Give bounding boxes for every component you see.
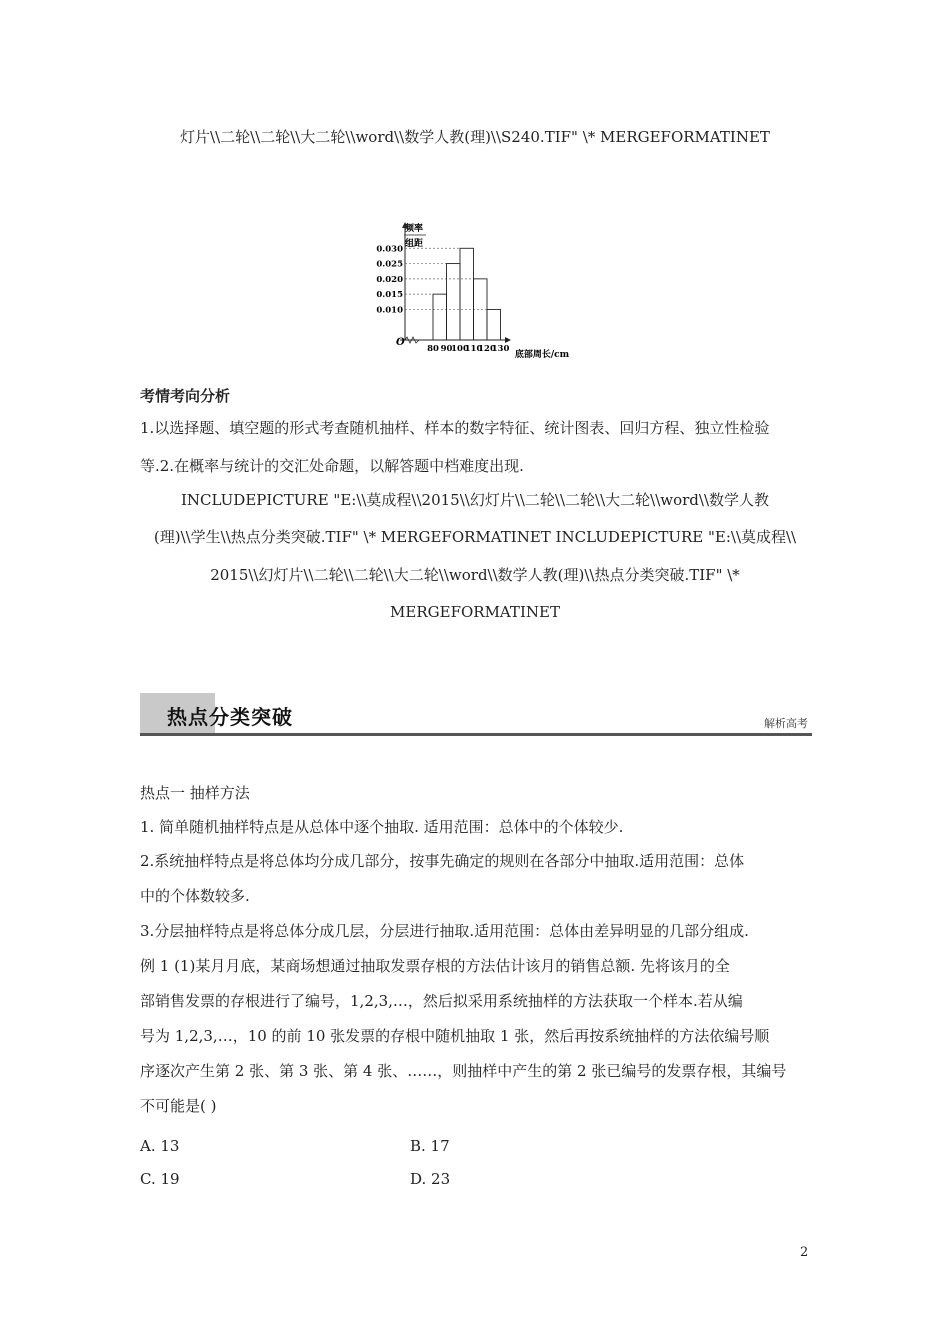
histogram-bar-4 [487,309,501,340]
banner-right-label: 解析高考 [764,717,808,730]
x-tick-label-5: 130 [491,344,510,354]
example-line-5: 不可能是( ) [140,1097,217,1115]
banner-title: 热点分类突破 [167,705,293,729]
chart-origin-label: O [396,337,405,348]
chart-ylabel-bottom: 组距 [404,239,424,249]
histogram-bar-1 [447,264,461,340]
x-tick-label-0: 80 [427,344,439,354]
include-line-3: 2015\\幻灯片\\二轮\\二轮\\大二轮\\word\\数学人教(理)\\热点分类突破.TIF" \* [210,566,740,584]
histogram-chart [372,215,582,365]
histogram-bar-3 [474,279,488,340]
y-tick-label-4: 0.010 [376,305,403,316]
example-line-4: 序逐次产生第 2 张、第 3 张、第 4 张、……，则抽样中产生的第 2 张已编号的发票存根，其编号 [140,1062,787,1080]
x-tick-label-2: 100 [451,344,469,354]
include-line-1: INCLUDEPICTURE "E:\\莫成程\\2015\\幻灯片\\二轮\\二轮\\大二轮\\word\\数学人教 [180,491,770,509]
option-b: B. 17 [410,1137,450,1155]
histogram-bar-2 [460,248,474,340]
include-line-4: MERGEFORMATINET [390,603,560,621]
body-line-3: 中的个体数较多. [140,887,250,905]
option-d: D. 23 [410,1170,451,1188]
y-tick-label-0: 0.030 [376,244,403,255]
chart-ylabel-top: 频率 [404,224,424,234]
example-line-3: 号为 1,2,3,…，10 的前 10 张发票的存根中随机抽取 1 张，然后再按系统抽样的方法依编号顺 [140,1027,770,1045]
hotspot-heading: 热点一 抽样方法 [140,784,250,802]
x-tick-label-1: 90 [440,344,453,354]
y-tick-label-2: 0.020 [376,274,403,285]
header-path: 灯片\\二轮\\二轮\\大二轮\\word\\数学人教(理)\\S240.TIF" \* MERGEFORMATINET [180,128,770,146]
body-line-4: 3.分层抽样特点是将总体分成几层，分层进行抽取.适用范围：总体由差异明显的几部分组成. [140,922,749,940]
body-line-2: 2.系统抽样特点是将总体均分成几部分，按事先确定的规则在各部分中抽取.适用范围：总体 [140,852,745,870]
option-a: A. 13 [140,1137,180,1155]
option-c: C. 19 [140,1170,180,1188]
x-tick-label-3: 110 [464,344,483,354]
y-tick-label-3: 0.015 [376,290,403,301]
x-tick-label-4: 120 [478,344,496,354]
banner-rule [140,733,812,736]
y-tick-label-1: 0.025 [376,259,403,270]
analysis-line-2: 等.2.在概率与统计的交汇处命题，以解答题中档难度出现. [140,457,524,475]
example-line-2: 部销售发票的存根进行了编号，1,2,3,…，然后拟采用系统抽样的方法获取一个样本.若从编 [140,992,743,1010]
analysis-title: 考情考向分析 [140,387,231,405]
chart-xlabel: 底部周长/cm [514,350,570,360]
body-line-1: 1. 简单随机抽样特点是从总体中逐个抽取. 适用范围：总体中的个体较少. [140,818,624,836]
include-line-2: (理)\\学生\\热点分类突破.TIF" \* MERGEFORMATINET INCLUDEPICTURE "E:\\莫成程\\ [153,528,797,546]
example-line-1: 例 1 (1)某月月底，某商场想通过抽取发票存根的方法估计该月的销售总额. 先将该月的全 [140,957,730,975]
page-number: 2 [800,1245,809,1260]
section-banner [140,693,812,737]
analysis-line-1: 1.以选择题、填空题的形式考查随机抽样、样本的数字特征、统计图表、回归方程、独立性检验 [140,419,770,437]
histogram-bar-0 [433,294,447,340]
